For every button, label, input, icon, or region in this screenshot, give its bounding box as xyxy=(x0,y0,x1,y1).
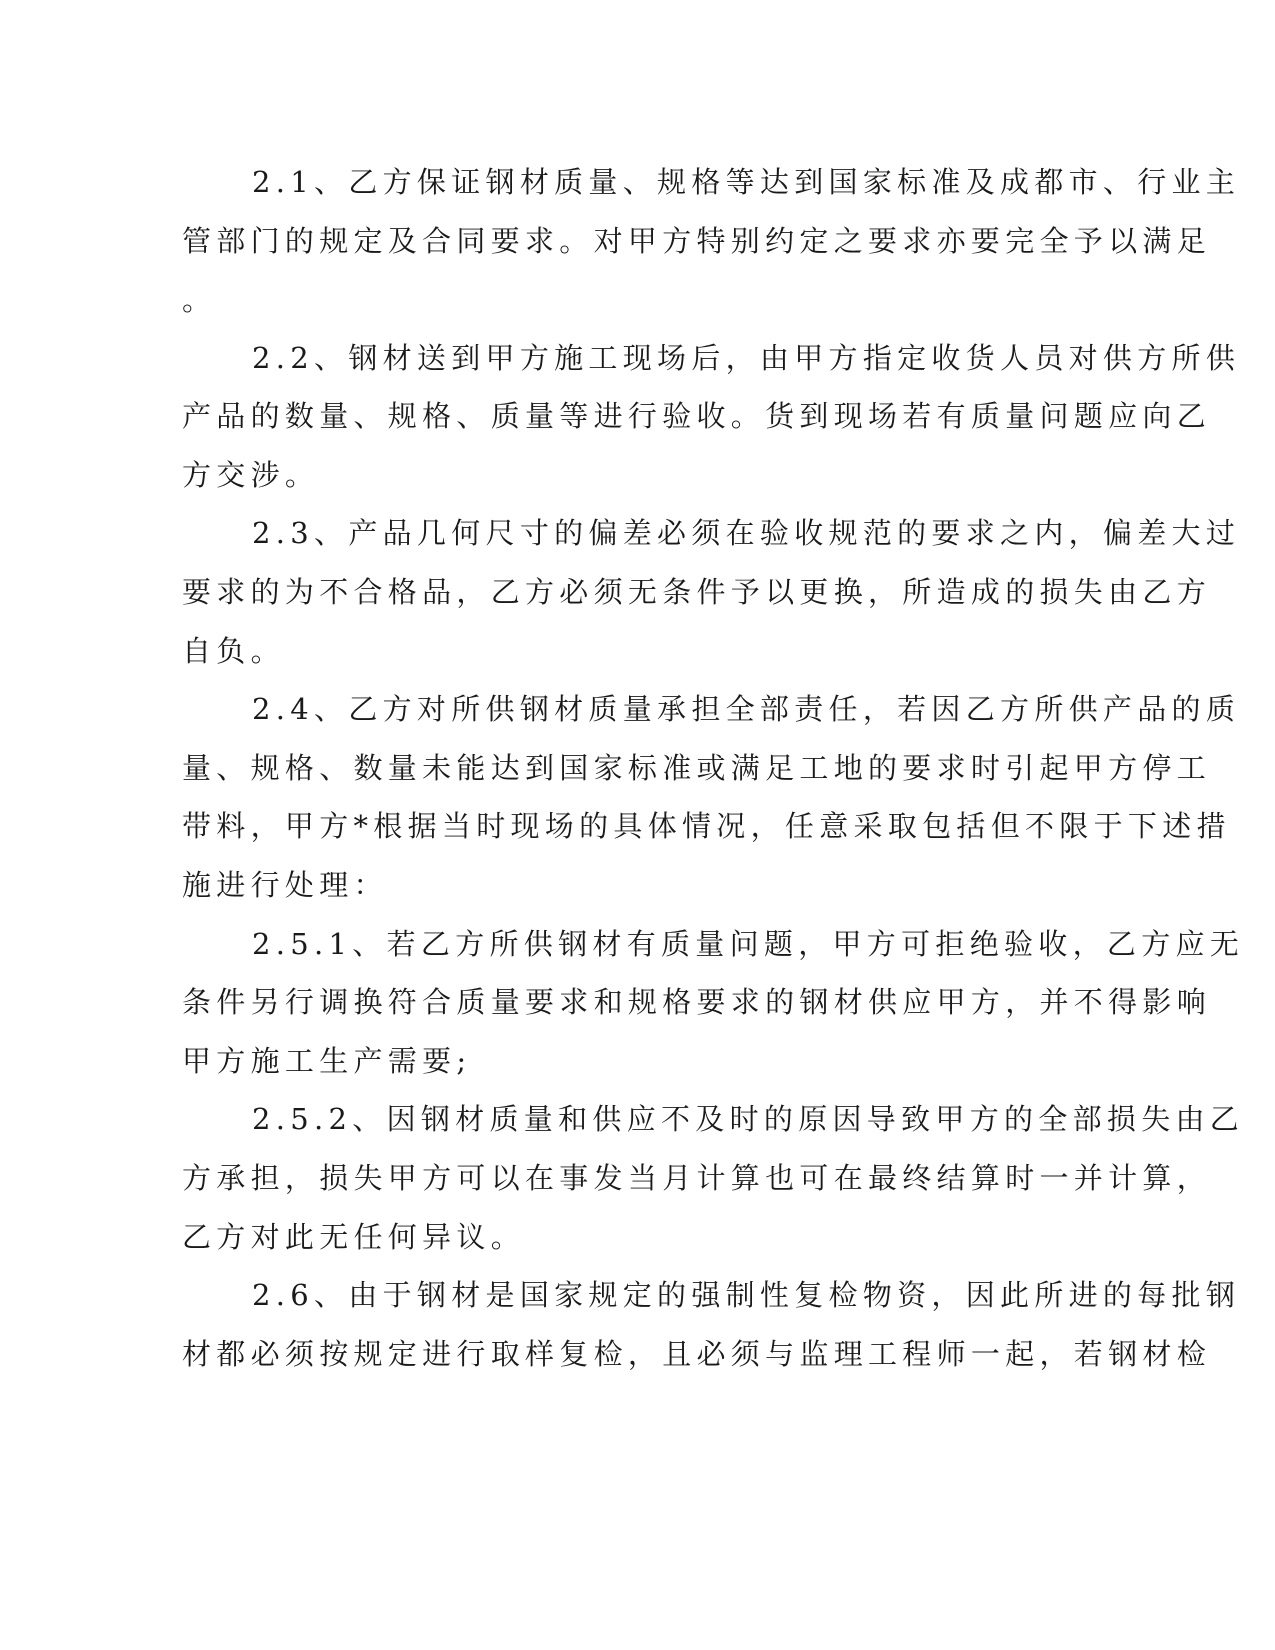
text-line: 自负。 xyxy=(182,634,285,668)
text-line: 2.1、乙方保证钢材质量、规格等达到国家标准及成都市、行业主 xyxy=(252,165,1241,199)
text-line: 产品的数量、规格、质量等进行验收。货到现场若有质量问题应向乙 xyxy=(182,399,1212,433)
text-line: 方承担，损失甲方可以在事发当月计算也可在最终结算时一并计算， xyxy=(182,1161,1212,1195)
text-line: 材都必须按规定进行取样复检，且必须与监理工程师一起，若钢材检 xyxy=(182,1337,1212,1371)
text-line: 甲方施工生产需要; xyxy=(182,1044,472,1078)
text-line: 2.4、乙方对所供钢材质量承担全部责任，若因乙方所供产品的质 xyxy=(252,692,1241,726)
text-line: 量、规格、数量未能达到国家标准或满足工地的要求时引起甲方停工 xyxy=(182,751,1212,785)
text-line: 。 xyxy=(182,283,217,317)
text-line: 要求的为不合格品，乙方必须无条件予以更换，所造成的损失由乙方 xyxy=(182,575,1212,609)
text-line: 2.5.1、若乙方所供钢材有质量问题，甲方可拒绝验收，乙方应无 xyxy=(252,927,1245,961)
text-line: 2.2、钢材送到甲方施工现场后，由甲方指定收货人员对供方所供 xyxy=(252,341,1241,375)
text-line: 2.6、由于钢材是国家规定的强制性复检物资，因此所进的每批钢 xyxy=(252,1278,1241,1312)
text-line: 施进行处理： xyxy=(182,868,388,902)
text-line: 带料，甲方*根据当时现场的具体情况，任意采取包括但不限于下述措 xyxy=(182,809,1231,843)
text-line: 方交涉。 xyxy=(182,458,320,492)
text-line: 条件另行调换符合质量要求和规格要求的钢材供应甲方，并不得影响 xyxy=(182,985,1212,1019)
text-line: 管部门的规定及合同要求。对甲方特别约定之要求亦要完全予以满足 xyxy=(182,224,1212,258)
text-line: 2.5.2、因钢材质量和供应不及时的原因导致甲方的全部损失由乙 xyxy=(252,1102,1245,1136)
text-line: 乙方对此无任何异议。 xyxy=(182,1220,526,1254)
text-line: 2.3、产品几何尺寸的偏差必须在验收规范的要求之内，偏差大过 xyxy=(252,516,1241,550)
